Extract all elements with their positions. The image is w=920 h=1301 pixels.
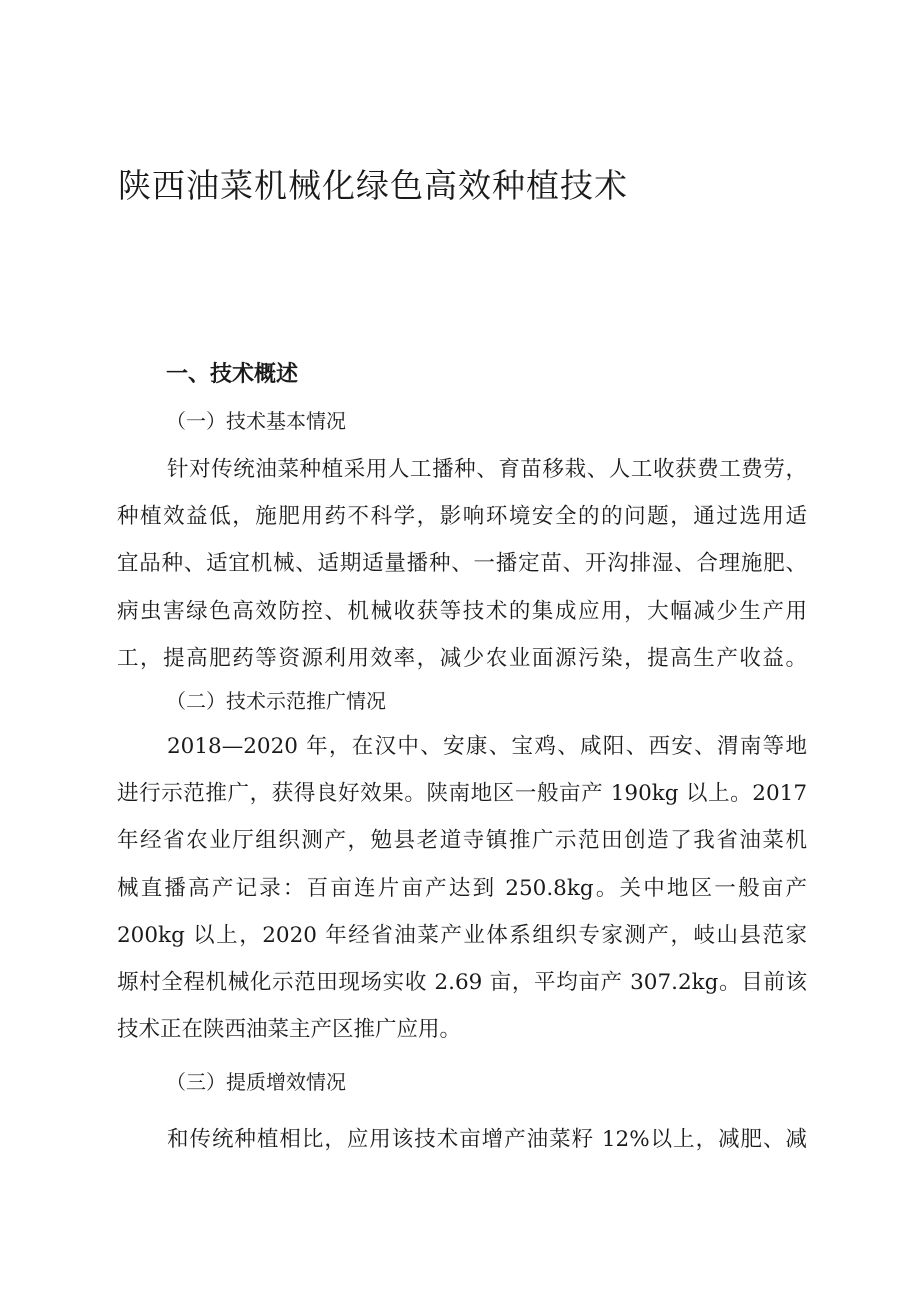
subheading-demo-promotion: （二）技术示范推广情况 (166, 689, 386, 713)
paragraph-line: 种植效益低，施肥用药不科学，影响环境安全的的问题，通过选用适 (117, 504, 807, 530)
paragraph-line: 进行示范推广，获得良好效果。陕南地区一般亩产 190kg 以上。2017 (117, 781, 807, 807)
paragraph-line: 技术正在陕西油菜主产区推广应用。 (117, 1017, 462, 1043)
paragraph-line: 工，提高肥药等资源利用效率，减少农业面源污染，提高生产收益。 (117, 645, 807, 671)
paragraph-basic-situation (117, 446, 807, 682)
paragraph-demo-promotion (117, 723, 807, 1053)
paragraph-quality-efficiency (117, 1116, 807, 1163)
paragraph-line: 2018—2020 年，在汉中、安康、宝鸡、咸阳、西安、渭南等地 (167, 734, 807, 759)
paragraph-line: 年经省农业厅组织测产，勉县老道寺镇推广示范田创造了我省油菜机 (117, 828, 807, 854)
paragraph-line: 和传统种植相比，应用该技术亩增产油菜籽 12%以上，减肥、减 (167, 1127, 807, 1152)
paragraph-line: 械直播高产记录：百亩连片亩产达到 250.8kg。关中地区一般亩产 (117, 875, 807, 901)
paragraph-line: 宜品种、适宜机械、适期适量播种、一播定苗、开沟排湿、合理施肥、 (117, 551, 807, 577)
paragraph-line: 200kg 以上，2020 年经省油菜产业体系组织专家测产，岐山县范家 (117, 922, 807, 948)
section-heading-overview: 一、技术概述 (166, 362, 299, 387)
document-title: 陕西油菜机械化绿色高效种植技术 (118, 166, 628, 205)
paragraph-line: 病虫害绿色高效防控、机械收获等技术的集成应用，大幅减少生产用 (117, 598, 807, 624)
paragraph-line: 针对传统油菜种植采用人工播种、育苗移栽、人工收获费工费劳， (167, 457, 807, 482)
subheading-quality-efficiency: （三）提质增效情况 (166, 1070, 346, 1094)
subheading-basic-situation: （一）技术基本情况 (166, 409, 346, 433)
paragraph-line: 塬村全程机械化示范田现场实收 2.69 亩，平均亩产 307.2kg。目前该 (117, 970, 807, 996)
